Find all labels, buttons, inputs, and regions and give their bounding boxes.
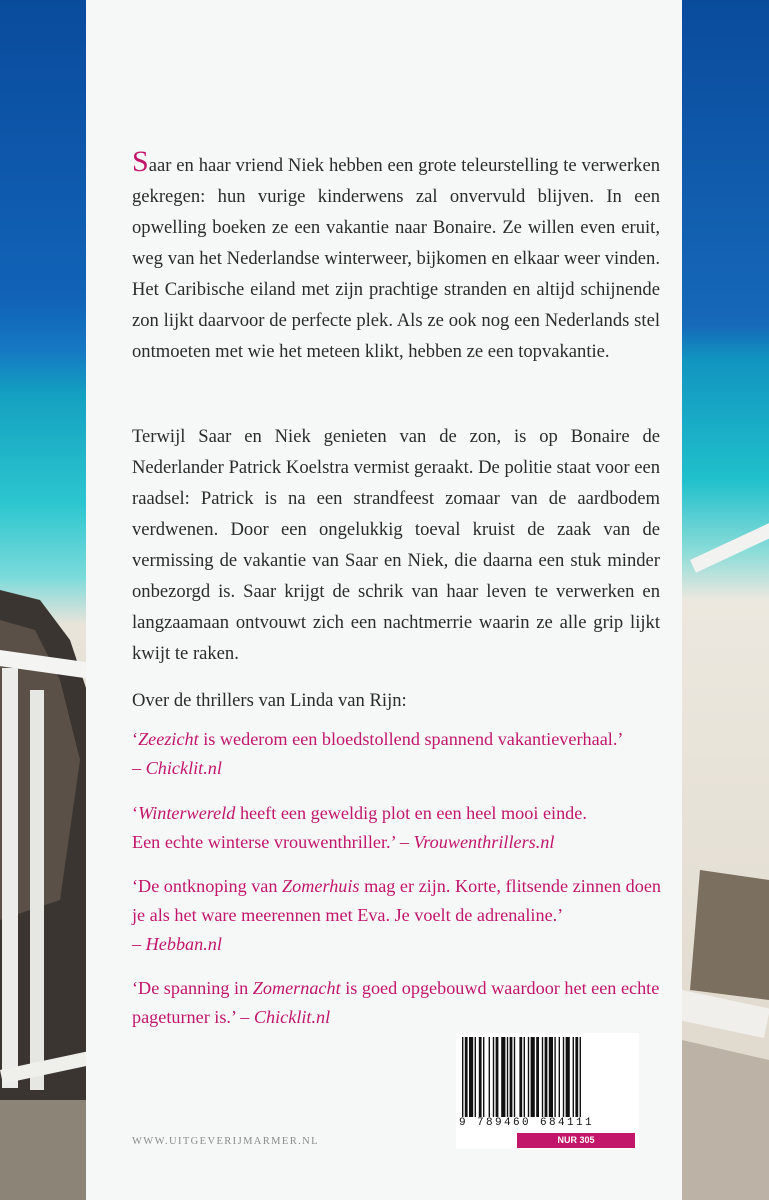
blurb-paragraph-1-text: aar en haar vriend Niek hebben een grote teleurstelling te verwerken gekregen: hun vurige kinderwens zal onvervuld blijven. In een opwelling boeken ze een vakantie naar Bonaire. Ze willen even eruit, weg van het Nederlandse winterweer, bijkomen en elkaar weer vinden. Het Caribische eiland met zijn prachtige stranden en altijd schijnende zon lijkt daarvoor de perfecte plek. Als ze ook nog een Nederlands stel ontmoeten met wie het meteen klikt, hebben ze een topvakantie. — [132, 155, 660, 362]
reviews-intro: Over de thrillers van Linda van Rijn: — [132, 690, 407, 711]
publisher-website: WWW.UITGEVERIJMARMER.NL — [132, 1136, 319, 1147]
quote-text: is goed opgebouwd waardoor het een echte pageturner is.’ — [132, 978, 660, 1027]
quote-text-pre: ‘De spanning in — [132, 978, 253, 998]
review-quote-2 — [132, 799, 662, 857]
quote-open-mark: ‘ — [132, 803, 139, 823]
quote-open-mark: ‘ — [132, 729, 139, 749]
review-quote-1 — [132, 725, 662, 783]
quote-text: heeft een geweldig plot en een heel mooi einde. — [235, 803, 587, 823]
book-title: Winterwereld — [138, 803, 236, 823]
quote-text: mag er zijn. Korte, flitsende zinnen doen je als het ware meerennen met Eva. Je voelt de adrenaline.’ — [132, 876, 662, 925]
nur-label: NUR 305 — [517, 1133, 635, 1148]
review-quote-3 — [132, 872, 662, 959]
book-title: Zeezicht — [138, 729, 199, 749]
blurb-paragraph-1 — [132, 145, 660, 367]
quote-text: is wederom een bloedstollend spannend vakantieverhaal.’ — [198, 729, 624, 749]
barcode-icon — [456, 1033, 639, 1149]
quote-source: – Vrouwenthrillers.nl — [399, 832, 555, 852]
blurb-paragraph-2-text: Terwijl Saar en Niek genieten van de zon, is op Bonaire de Nederlander Patrick Koelstra vermist geraakt. De politie staat voor een raadsel: Patrick is na een strandfeest zomaar van de aardbodem verdwenen. Door een ongelukkig toeval kruist de zaak van de vermissing de vakantie van Saar en Niek, die daarna een stuk minder onbezorgd is. Saar krijgt de schrik van haar leven te verwerken en langzaamaan ontvouwt zich een nachtmerrie waarin ze alle grip lijkt kwijt te raken. — [132, 426, 660, 664]
isbn-number: 9 789460 684111 — [459, 1117, 595, 1129]
book-title: Zomernacht — [252, 978, 341, 998]
quote-text-pre: ‘De ontknoping van — [132, 876, 283, 896]
barcode-box — [456, 1033, 639, 1149]
review-quote-4 — [132, 974, 662, 1032]
book-title: Zomerhuis — [282, 876, 360, 896]
quote-source: – Hebban.nl — [132, 934, 222, 954]
quote-source: – Chicklit.nl — [132, 758, 222, 778]
quote-source: – Chicklit.nl — [240, 1007, 331, 1027]
quote-text-line-2: Een echte winterse vrouwenthriller.’ — [132, 832, 400, 852]
drop-cap: S — [132, 145, 149, 178]
blurb-paragraph-2 — [132, 421, 660, 669]
